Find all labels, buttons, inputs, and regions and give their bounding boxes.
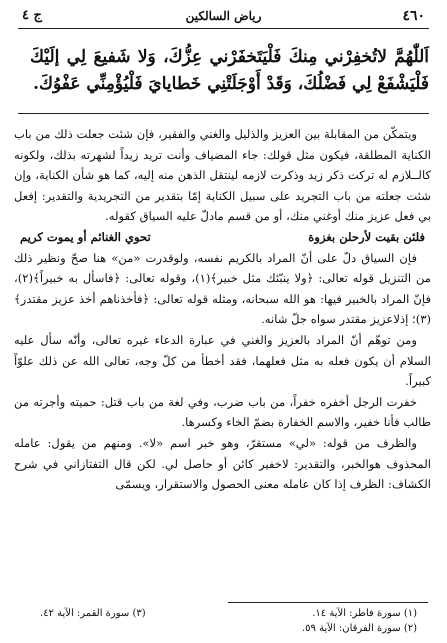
footnote-text: سورة القمر: الآية ٤٢. <box>40 608 130 619</box>
footnote-divider <box>228 602 428 603</box>
commentary-body <box>14 124 431 495</box>
footnote-row <box>40 621 417 636</box>
footnote-text: سورة الفرقان: الآية ٥٩. <box>301 623 401 634</box>
footnote-row <box>40 606 417 621</box>
paragraph: فإن السياق دلّ على أنّ المراد بالكريم نفسه، ولوقدرت «من» هنا صحّ ونظير ذلك من التنزيل قوله تعالى: ﴿ولا ينبّئك مثل خبير﴾(١)، وقوله تعالى: ﴿فاسأل به خبيراً﴾(٢)، فإنّ المراد بالخبير فيها: هو الله سبحانه، ومثله قوله تعالى: ﴿فأخذناهم أخذ عزيز مقتدر﴾(٣)؛ إذلاعزيز مقتدر سواه جلّ شانه. <box>14 250 431 327</box>
supplication-text: اَللّٰهُمَّ لاتُخفِرْني مِنكَ فَلْيَتَخفَرْني عِزُّكَ، وَلا شَفيعَ لِي إلَيْكَ فَلْيَشْفَعْ لِي فَضْلُكَ، وَقَدْ أَوْجَلَتْنِي خَطايايَ فَلْيُؤْمِنِّي عَفْوُكَ. <box>30 47 429 94</box>
running-header <box>22 6 425 28</box>
footnote-number: (١) <box>403 608 417 619</box>
paragraph: ومن توهّم أنّ المراد بالعزيز والغني في عبارة الدعاء غيره تعالى، وأنّه سأل عليه السلام أن يكون فعله به مثل فعلهما، فقد أخطأ من كلّ وجه، تعالى الله عن ذلك علوّاً كبيراً. <box>14 332 431 389</box>
header-divider <box>18 28 429 29</box>
volume-label: ج ٤ <box>22 8 42 23</box>
verse-first-hemistich: فلئن بقيت لأرحلن بغزوة <box>308 229 425 244</box>
supplication-divider <box>18 113 429 114</box>
page-number: ٤٦٠ <box>402 8 425 24</box>
footnote-item <box>312 606 417 621</box>
poetry-verse <box>14 227 431 248</box>
paragraph: خفرت الرجل أخفره خفراً، من باب ضرب، وفي لغة من باب قتل: حميته وأجرته من طالب فأنا خفير، والاسم الخفارة بضمّ الخاء وكسرها. <box>14 394 431 430</box>
footnote-number: (٣) <box>132 608 146 619</box>
verse-second-hemistich: تحوي الغنائم أو يموت كريم <box>20 229 151 244</box>
footnote-text: سورة فاطر: الآية ١٤. <box>312 608 401 619</box>
book-title: رياض السالكين <box>185 9 262 23</box>
footnote-item <box>302 621 417 636</box>
footnote-number: (٢) <box>403 623 417 634</box>
paragraph: ويتمكّن من المقابلة بين العزيز والذليل والغني والفقير، فإن شئت جعلت ذلك من باب الكناية المطلقة، فيكون مثل قولك: جاء المضياف وأنت تريد زيداً لشهرته بذلك، ولكونه كالــلازم له تركت ذكر زيد وذكرت لازمه لينتقل الذهن منه إليه، كما هو شأن الكناية، وإن شئت جعلته من باب التجريد على سبيل الكناية إمّا بتقدير من التجريدية والتقدير: إفعل بي فعل عزيز منك أوغني منك، أو من قسم مادلّ عليه السياق كقوله. <box>14 127 431 224</box>
footnote-item <box>40 606 146 621</box>
footnotes <box>40 606 417 636</box>
paragraph: والظرف من قوله: «لي» مستقرّ، وهو خبر اسم «لا». ومنهم من يقول: عامله المحذوف هوالخبر، والتقدير: لاخفير كائن أو حاصل لي. لكن قال التفتازاني في شرح الكشاف: الظرف إذا كان عامله معنى الحصول والاستقرار، ويسمّى <box>14 435 431 492</box>
